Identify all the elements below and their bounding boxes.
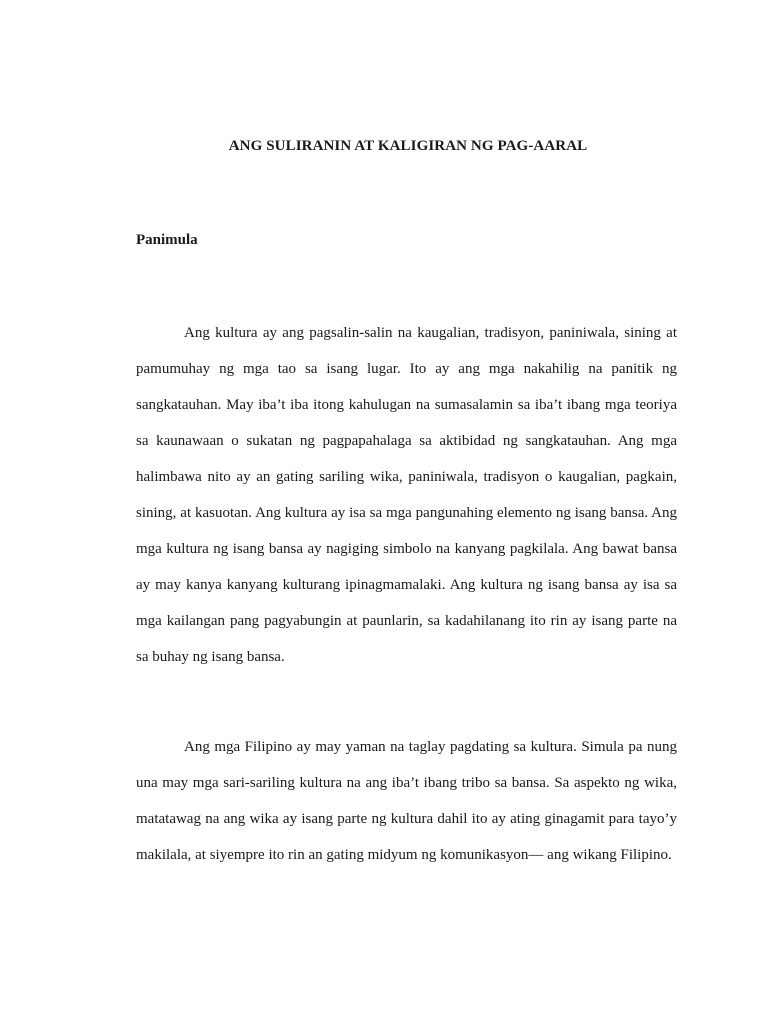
document-title: ANG SULIRANIN AT KALIGIRAN NG PAG-AARAL: [228, 138, 588, 154]
body-paragraph: Ang kultura ay ang pagsalin-salin na kaugalian, tradisyon, paniniwala, sining at pamumuhay ng mga tao sa isang lugar. Ito ay ang mga nakahilig na panitik ng sangkatauhan. May iba’t iba itong kahulugan na sumasalamin sa iba’t ibang mga teoriya sa kaunawaan o sukatan ng pagpapahalaga sa aktibidad ng sangkatauhan. Ang mga halimbawa nito ay an gating sariling wika, paniniwala, tradisyon o kaugalian, pagkain, sining, at kasuotan. Ang kultura ay isa sa mga pangunahing elemento ng isang bansa. Ang mga kultura ng isang bansa ay nagiging simbolo na kanyang pagkilala. Ang bawat bansa ay may kanya kanyang kulturang ipinagmamalaki. Ang kultura ng isang bansa ay isa sa mga kailangan pang pagyabungin at paunlarin, sa kadahilanang ito rin ay isang parte na sa buhay ng isang bansa.: [136, 325, 677, 665]
section-heading: Panimula: [136, 232, 198, 248]
body-paragraph: Ang mga Filipino ay may yaman na taglay pagdating sa kultura. Simula pa nung una may mga sari-sariling kultura na ang iba’t ibang tribo sa bansa. Sa aspekto ng wika, matatawag na ang wika ay isang parte ng kultura dahil ito ay ating ginagamit para tayo’y makilala, at siyempre ito rin an gating midyum ng komunikasyon— ang wikang Filipino.: [136, 739, 677, 863]
